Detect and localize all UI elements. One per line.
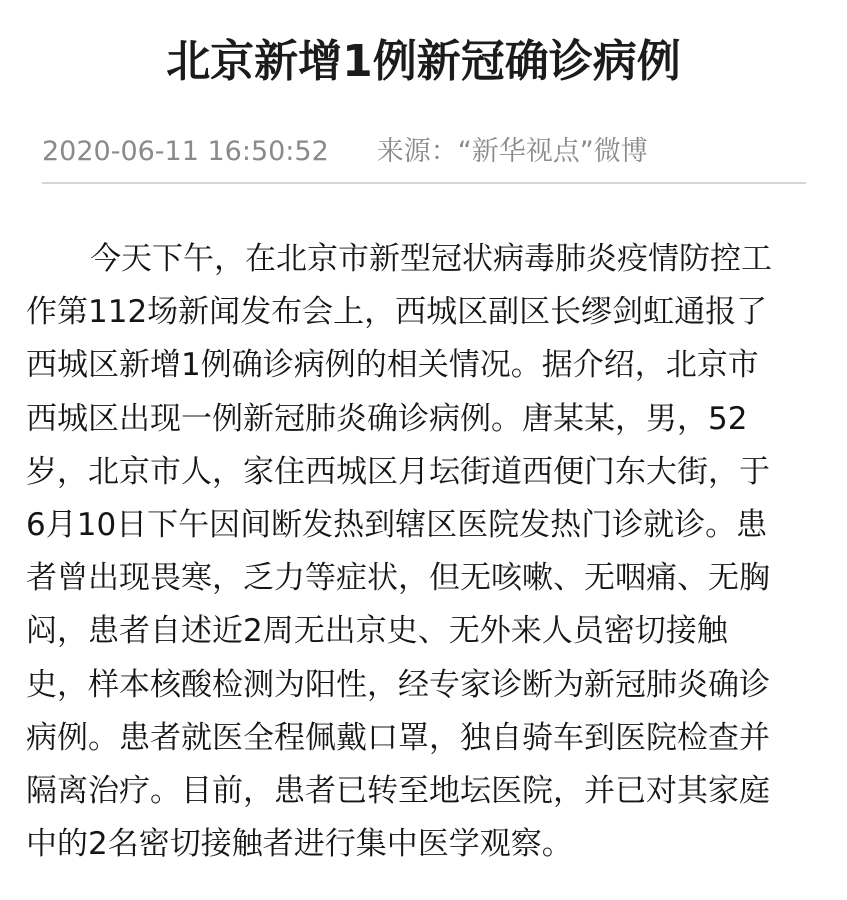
- body-line: 隔离治疗。目前，患者已转至地坛医院，并已对其家庭: [26, 772, 770, 809]
- body-line: 6月10日下午因间断发热到辖区医院发热门诊就诊。患: [26, 506, 768, 543]
- header-divider: [42, 182, 806, 184]
- source-label: 来源：: [376, 136, 458, 167]
- body-line: 今天下午，在北京市新型冠状病毒肺炎疫情防控工: [90, 241, 772, 277]
- article-title: 北京新增1例新冠确诊病例: [166, 36, 681, 87]
- article-meta: [42, 130, 806, 174]
- source-name[interactable]: “新华视点”微博: [457, 136, 648, 167]
- body-line: 者曾出现畏寒，乏力等症状，但无咳嗽、无咽痛、无胸: [26, 560, 770, 597]
- body-line: 作第112场新闻发布会上，西城区副区长缪剑虹通报了: [26, 294, 768, 331]
- body-line: 史，样本核酸检测为阳性，经专家诊断为新冠肺炎确诊: [26, 666, 770, 703]
- body-line: 病例。患者就医全程佩戴口罩，独自骑车到医院检查并: [26, 719, 770, 756]
- body-line: 闷，患者自述近2周无出京史、无外来人员密切接触: [26, 613, 728, 650]
- article-body: [26, 233, 818, 871]
- body-line: 西城区出现一例新冠肺炎确诊病例。唐某某，男，52: [26, 400, 748, 437]
- body-line: 中的2名密切接触者进行集中医学观察。: [26, 826, 573, 863]
- body-line: 岁，北京市人，家住西城区月坛街道西便门东大街，于: [26, 453, 770, 490]
- body-line: 西城区新增1例确诊病例的相关情况。据介绍，北京市: [26, 347, 759, 384]
- publish-datetime: 2020-06-11 16:50:52: [42, 136, 329, 167]
